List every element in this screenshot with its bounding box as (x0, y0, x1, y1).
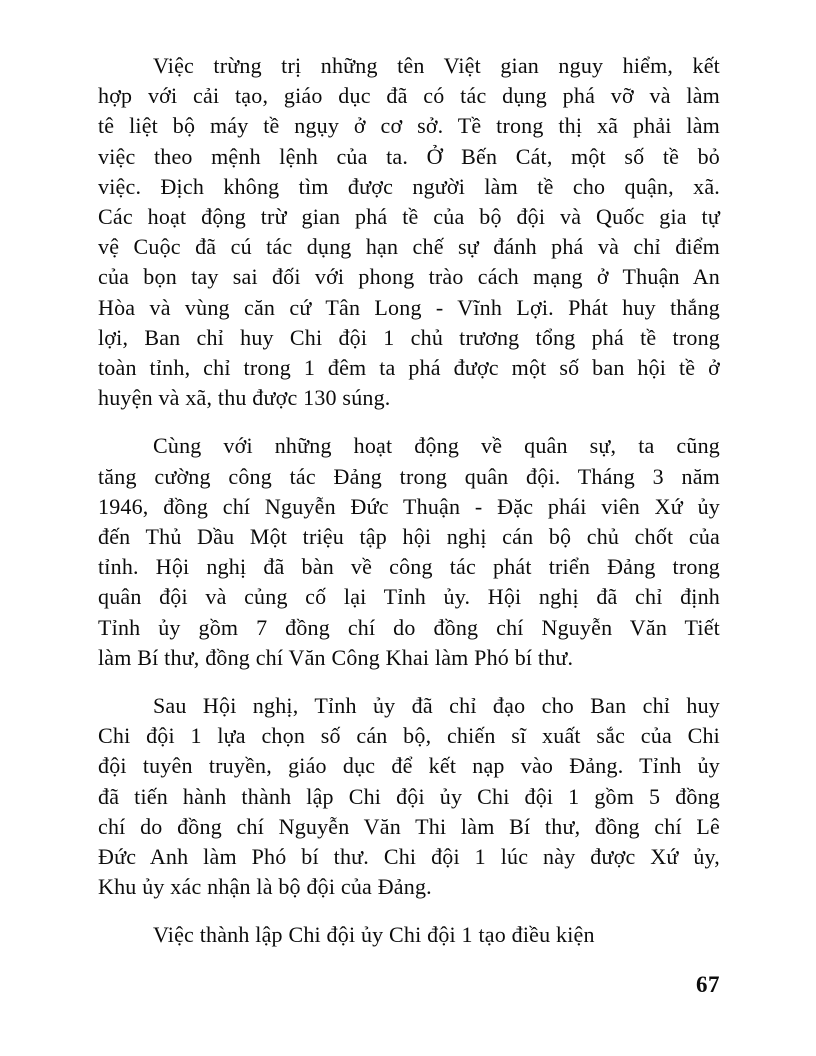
paragraph (98, 691, 720, 902)
text-line: Tỉnh ủy gồm 7 đồng chí do đồng chí Nguyễn Văn Tiết (98, 614, 720, 640)
text-line: chí do đồng chí Nguyễn Văn Thi làm Bí thư, đồng chí Lê (98, 813, 720, 839)
text-line: lợi, Ban chỉ huy Chi đội 1 chủ trương tổng phá tề trong (98, 324, 720, 350)
text-line: việc. Địch không tìm được người làm tề cho quận, xã. (98, 173, 720, 199)
paragraph (98, 431, 720, 673)
text-line: hợp với cải tạo, giáo dục đã có tác dụng phá vỡ và làm (98, 83, 720, 109)
text-line: Việc trừng trị những tên Việt gian nguy hiểm, kết (153, 53, 720, 78)
text-line: tăng cường công tác Đảng trong quân đội. Tháng 3 năm (98, 463, 720, 489)
text-line: việc theo mệnh lệnh của ta. Ở Bến Cát, một số tề bỏ (98, 143, 720, 169)
text-line: Các hoạt động trừ gian phá tề của bộ đội và Quốc gia tự (98, 204, 720, 230)
text-line: của bọn tay sai đối với phong trào cách mạng ở Thuận An (98, 264, 720, 290)
text-line: đã tiến hành thành lập Chi đội ủy Chi đội 1 gồm 5 đồng (98, 783, 720, 809)
paragraph (98, 51, 720, 413)
text-line: 1946, đồng chí Nguyễn Đức Thuận - Đặc phái viên Xứ ủy (98, 493, 720, 519)
text-line: làm Bí thư, đồng chí Văn Công Khai làm Phó bí thư. (98, 644, 574, 670)
text-line: Đức Anh làm Phó bí thư. Chi đội 1 lúc này được Xứ ủy, (98, 844, 720, 870)
paragraph (98, 920, 720, 950)
text-line: huyện và xã, thu được 130 súng. (98, 385, 391, 411)
text-line: Hòa và vùng căn cứ Tân Long - Vĩnh Lợi. Phát huy thắng (98, 294, 720, 320)
text-line: Sau Hội nghị, Tỉnh ủy đã chỉ đạo cho Ban chỉ huy (153, 693, 720, 719)
text-line: đến Thủ Dầu Một triệu tập hội nghị cán bộ chủ chốt của (98, 524, 720, 550)
text-block (98, 51, 720, 969)
text-line: vệ Cuộc đã cú tác dụng hạn chế sự đánh phá và chỉ điểm (98, 234, 720, 260)
text-line: Khu ủy xác nhận là bộ đội của Đảng. (98, 874, 432, 900)
text-line: quân đội và củng cố lại Tỉnh ủy. Hội nghị đã chỉ định (98, 584, 720, 610)
text-line: đội tuyên truyền, giáo dục để kết nạp vào Đảng. Tỉnh ủy (98, 753, 720, 779)
text-line: Việc thành lập Chi đội ủy Chi đội 1 tạo điều kiện (153, 922, 595, 948)
text-line: tỉnh. Hội nghị đã bàn về công tác phát triển Đảng trong (98, 554, 720, 580)
text-line: Chi đội 1 lựa chọn số cán bộ, chiến sĩ xuất sắc của Chi (98, 723, 720, 749)
text-line: tê liệt bộ máy tề ngụy ở cơ sở. Tề trong thị xã phải làm (98, 113, 720, 139)
text-line: toàn tỉnh, chỉ trong 1 đêm ta phá được một số ban hội tề ở (98, 355, 720, 381)
text-line: Cùng với những hoạt động về quân sự, ta cũng (153, 433, 720, 459)
page-number: 67 (696, 972, 720, 997)
